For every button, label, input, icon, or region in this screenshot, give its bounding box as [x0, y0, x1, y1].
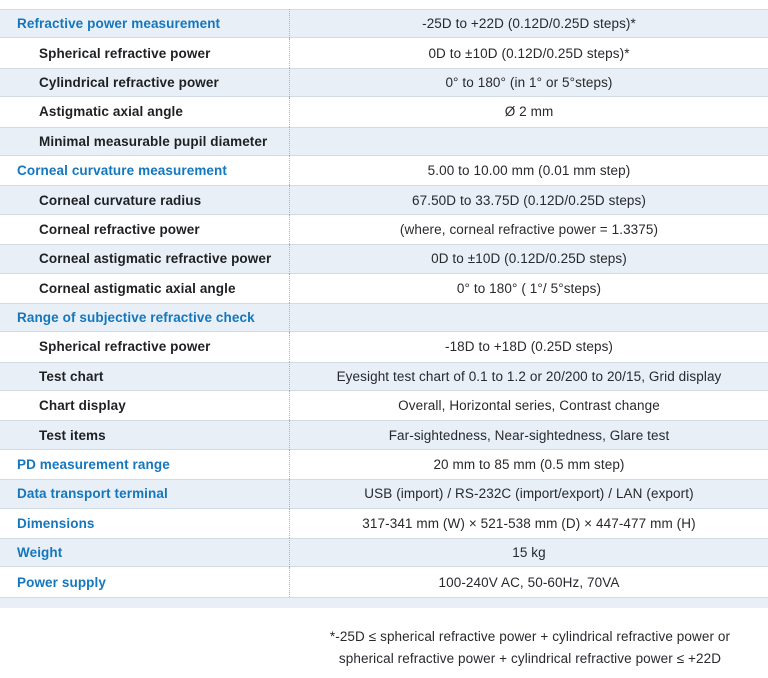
spec-value-cell [290, 215, 768, 244]
spec-value: 15 kg [512, 545, 546, 561]
spec-label-cell [0, 479, 290, 508]
spec-label-cell [0, 450, 290, 479]
spec-label: Power supply [17, 574, 106, 590]
spec-label-cell [0, 9, 290, 38]
spec-label: Dimensions [17, 515, 95, 531]
spec-label: Cylindrical refractive power [39, 74, 219, 90]
spec-value-cell [290, 274, 768, 303]
spec-value-cell [290, 97, 768, 126]
spec-label-cell [0, 567, 290, 596]
table-row [0, 68, 768, 97]
spec-value-cell [290, 9, 768, 38]
spec-label: Chart display [39, 398, 126, 414]
spec-label: Minimal measurable pupil diameter [39, 133, 268, 149]
spec-label-cell [0, 509, 290, 538]
table-row [0, 38, 768, 67]
spec-table [0, 9, 768, 608]
spec-label-cell [0, 332, 290, 361]
footnote-line-1: *-25D ≤ spherical refractive power + cylindrical refractive power or [329, 629, 731, 644]
spec-value: 0D to ±10D (0.12D/0.25D steps) [431, 251, 627, 267]
spec-value: 67.50D to 33.75D (0.12D/0.25D steps) [412, 192, 646, 208]
spec-value: (where, corneal refractive power = 1.3375) [399, 221, 659, 237]
spec-label: Refractive power measurement [17, 16, 221, 32]
spec-label: Spherical refractive power [39, 339, 211, 355]
spec-label: Test chart [39, 368, 104, 384]
spec-value: 317-341 mm (W) × 521-538 mm (D) × 447-477 mm (H) [362, 515, 696, 531]
spec-label-cell [0, 97, 290, 126]
spec-label-cell [0, 420, 290, 449]
spec-value-cell [290, 567, 768, 596]
spec-value: 0° to 180° (in 1° or 5°steps) [445, 74, 613, 90]
footnote [300, 626, 760, 669]
spec-value: Far-sightedness, Near-sightedness, Glare test [388, 427, 670, 443]
table-row [0, 479, 768, 508]
table-row [0, 420, 768, 449]
spec-label: Corneal refractive power [39, 221, 200, 237]
spec-label-cell [0, 156, 290, 185]
table-row [0, 567, 768, 596]
spec-value-cell [290, 38, 768, 67]
spec-label: Weight [17, 545, 63, 561]
spec-value-cell [290, 303, 768, 332]
spec-label-cell [0, 127, 290, 156]
spec-value: 0° to 180° ( 1°/ 5°steps) [456, 280, 602, 296]
table-row [0, 332, 768, 361]
table-bottom-strip [0, 597, 768, 608]
spec-value: 100-240V AC, 50-60Hz, 70VA [438, 574, 620, 590]
spec-label: Corneal curvature measurement [17, 163, 227, 179]
spec-label-cell [0, 303, 290, 332]
spec-value: -25D to +22D (0.12D/0.25D steps)* [422, 16, 636, 32]
spec-value-cell [290, 479, 768, 508]
footnote-line-2: spherical refractive power + cylindrical refractive power ≤ +22D [338, 650, 722, 666]
spec-label: Test items [39, 427, 106, 443]
spec-label-cell [0, 391, 290, 420]
spec-label: Data transport terminal [17, 486, 168, 502]
table-row [0, 303, 768, 332]
spec-value: 0D to ±10D (0.12D/0.25D steps)* [428, 45, 630, 61]
spec-label: Corneal astigmatic axial angle [39, 280, 236, 296]
table-row [0, 156, 768, 185]
spec-value-cell [290, 332, 768, 361]
spec-label-cell [0, 274, 290, 303]
spec-label: Corneal astigmatic refractive power [39, 251, 272, 267]
spec-label-cell [0, 362, 290, 391]
spec-value-cell [290, 509, 768, 538]
table-row [0, 274, 768, 303]
spec-value-cell [290, 420, 768, 449]
table-row [0, 9, 768, 38]
table-row [0, 509, 768, 538]
spec-label-cell [0, 38, 290, 67]
spec-value-cell [290, 68, 768, 97]
spec-value-cell [290, 156, 768, 185]
spec-label-cell [0, 538, 290, 567]
spec-value: Overall, Horizontal series, Contrast change [398, 398, 660, 414]
table-row [0, 215, 768, 244]
spec-value-cell [290, 538, 768, 567]
spec-label: Corneal curvature radius [39, 192, 202, 208]
spec-value: 5.00 to 10.00 mm (0.01 mm step) [427, 163, 631, 179]
spec-value: -18D to +18D (0.25D steps) [444, 339, 614, 355]
spec-value-cell [290, 244, 768, 273]
table-row [0, 362, 768, 391]
spec-label: Spherical refractive power [39, 45, 211, 61]
spec-value: USB (import) / RS-232C (import/export) / LAN (export) [364, 486, 694, 502]
spec-value-cell [290, 450, 768, 479]
spec-label-cell [0, 185, 290, 214]
table-row [0, 391, 768, 420]
table-row [0, 185, 768, 214]
table-row [0, 244, 768, 273]
spec-label: PD measurement range [17, 457, 170, 473]
spec-value-cell [290, 127, 768, 156]
spec-label: Range of subjective refractive check [17, 310, 255, 326]
table-row [0, 127, 768, 156]
table-row [0, 450, 768, 479]
spec-label: Astigmatic axial angle [39, 104, 184, 120]
spec-value: Ø 2 mm [504, 104, 554, 120]
spec-value-cell [290, 185, 768, 214]
spec-value: 20 mm to 85 mm (0.5 mm step) [433, 457, 625, 473]
spec-label-cell [0, 68, 290, 97]
table-row [0, 538, 768, 567]
spec-label-cell [0, 244, 290, 273]
spec-value: Eyesight test chart of 0.1 to 1.2 or 20/200 to 20/15, Grid display [336, 368, 722, 384]
spec-value-cell [290, 362, 768, 391]
spec-value-cell [290, 391, 768, 420]
table-row [0, 97, 768, 126]
spec-label-cell [0, 215, 290, 244]
